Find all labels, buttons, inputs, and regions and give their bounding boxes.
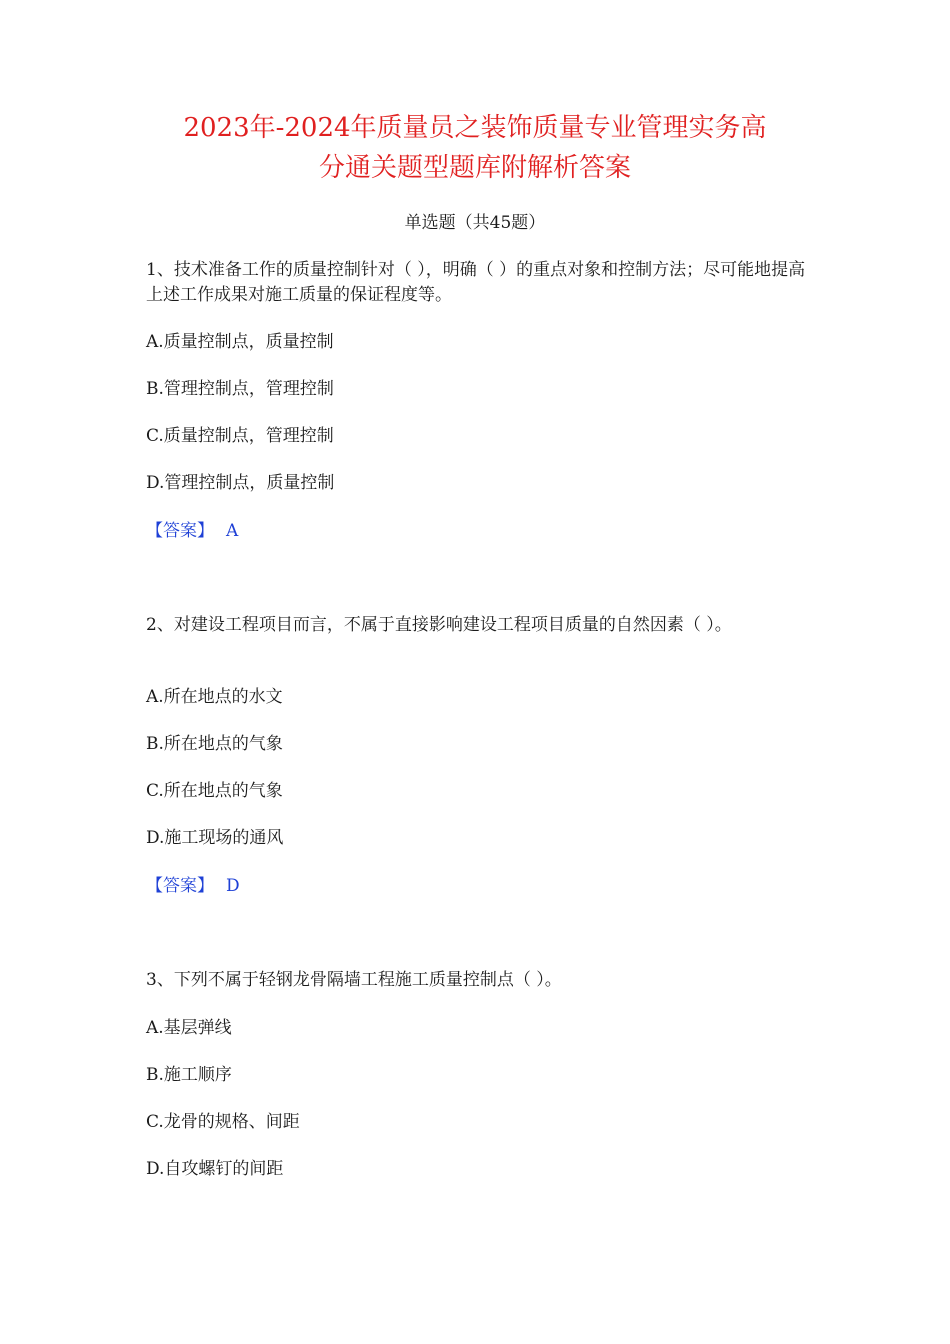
question-2-answer <box>146 874 240 898</box>
answer-label: 【答案】 <box>146 876 214 896</box>
title-line-1: 2023年-2024年质量员之装饰质量专业管理实务高 <box>183 113 767 143</box>
question-3-text: 3、下列不属于轻钢龙骨隔墙工程施工质量控制点（ ）。 <box>146 970 562 990</box>
section-heading: 单选题（共45题） <box>404 213 546 233</box>
question-2-option-c: C.所在地点的气象 <box>146 781 283 801</box>
answer-value: D <box>226 876 240 896</box>
question-1-answer <box>146 519 238 543</box>
question-2-option-d: D.施工现场的通风 <box>146 828 284 848</box>
question-3-option-c: C.龙骨的规格、间距 <box>146 1112 300 1132</box>
question-3-option-a: A.基层弹线 <box>146 1018 232 1038</box>
title-line-2: 分通关题型题库附解析答案 <box>318 153 631 183</box>
answer-value: A <box>226 521 239 541</box>
question-1-option-c: C.质量控制点，管理控制 <box>146 426 334 446</box>
answer-label: 【答案】 <box>146 521 214 541</box>
question-2-option-b: B.所在地点的气象 <box>146 734 283 754</box>
question-1-text: 1、技术准备工作的质量控制针对（ ），明确（ ）的重点对象和控制方法；尽可能地提高上述工作成果对施工质量的保证程度等。 <box>146 260 806 305</box>
question-1-option-b: B.管理控制点，管理控制 <box>146 379 334 399</box>
document-title <box>100 108 850 188</box>
question-3-option-b: B.施工顺序 <box>146 1065 232 1085</box>
question-2-text: 2、对建设工程项目而言，不属于直接影响建设工程项目质量的自然因素（ ）。 <box>146 615 732 635</box>
question-1-option-a: A.质量控制点，质量控制 <box>146 332 334 352</box>
question-2-option-a: A.所在地点的水文 <box>146 687 283 707</box>
question-1-option-d: D.管理控制点，质量控制 <box>146 473 335 493</box>
question-3-option-d: D.自攻螺钉的间距 <box>146 1159 284 1179</box>
